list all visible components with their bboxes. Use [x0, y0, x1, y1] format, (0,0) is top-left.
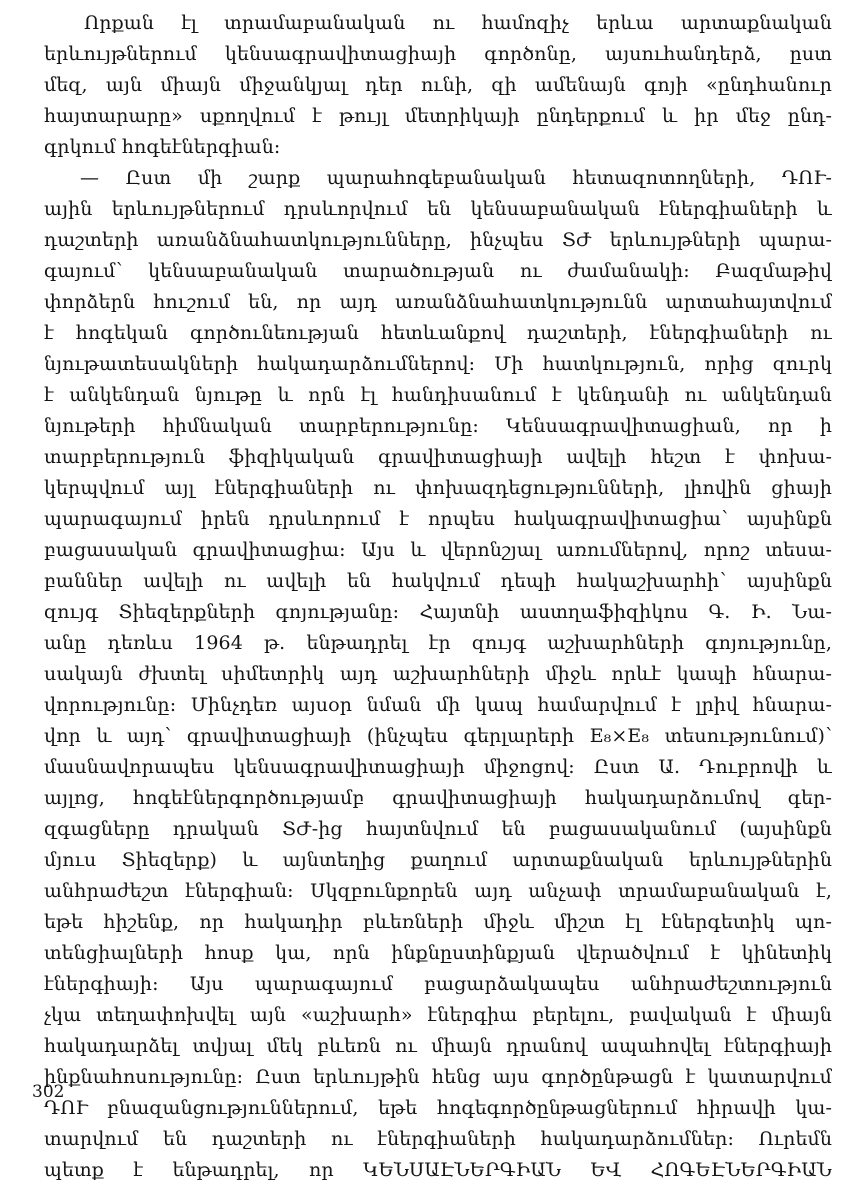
- text-line: տարվում են դաշտերի ու էներգիաների հակադարձումներ: Ուրեմն: [44, 1128, 832, 1150]
- text-line: անհրաժեշտ էներգիան: Սկզբունքորեն այդ անչափ տրամաբանական է,: [44, 880, 832, 902]
- text-line: բաններ ավելի ու ավելի են հակվում դեպի հակաշխարհի՝ այսինքն: [44, 570, 832, 592]
- text-line: նյութատեսակների հակադարձումներով: Մի հատկություն, որից զուրկ: [44, 353, 832, 375]
- text-line: Որքան էլ տրամաբանական ու համոզիչ երևա արտաքնական: [84, 12, 832, 34]
- text-line: պարագայում իրեն դրսևորում է որպես հակագրավիտացիա՝ այսինքն: [44, 508, 832, 530]
- text-line: գայում՝ կենսաբանական տարածության ու ժամանակի: Բազմաթիվ: [44, 260, 832, 282]
- text-line: չկա տեղափոխվել այն «աշխարհ» էներգիա բերելու, բավական է միայն: [44, 1004, 832, 1026]
- text-line: մյուս Տիեզերք) և այնտեղից քաղում արտաքնական երևույթներին: [44, 849, 832, 871]
- text-line: — Ըստ մի շարք պարահոգեբանական հետազոտողների, ԴՈՒ-: [80, 167, 832, 189]
- text-line: կերպվում այլ էներգիաների ու փոխազդեցությունների, լիովին ցիայի: [44, 477, 832, 499]
- text-line: այլոց, հոգեէներգործությամբ գրավիտացիայի հակադարձումով գեր-: [44, 787, 832, 809]
- text-line: հակադարձել տվյալ մեկ բևեռն ու միայն դրանով ապահովել էներգիայի: [44, 1035, 832, 1057]
- text-line: է հոգեկան գործունեության հետևանքով դաշտերի, էներգիաների ու: [44, 322, 832, 344]
- text-line: փորձերն հուշում են, որ այդ առանձնահատկությունն արտահայտվում: [44, 291, 832, 313]
- text-line: երևույթներում կենսագրավիտացիայի գործոնը, այսուհանդերձ, ըստ: [44, 43, 832, 65]
- text-line: անը դեռևս 1964 թ. ենթադրել էր զույգ աշխարհների գոյությունը,: [44, 632, 832, 654]
- text-line: պետք է ենթադրել, որ ԿԵՆՍԱԷՆԵՐԳԻԱՆ ԵՎ ՀՈԳԵԷՆԵՐԳԻԱՆ: [44, 1159, 832, 1181]
- text-line: մասնավորապես կենսագրավիտացիայի միջոցով: Ըստ Ա. Դուբրովի և: [44, 756, 832, 778]
- text-line: վորությունը: Մինչդեռ այսօր նման մի կապ համարվում է լրիվ հնարա-: [44, 694, 832, 716]
- text-line: զգացները դրական ՏԺ-ից հայտնվում են բացասականում (այսինքն: [44, 818, 832, 840]
- text-line: նյութերի հիմնական տարբերությունը: Կենսագրավիտացիան, որ ի: [44, 415, 832, 437]
- page-number: 302: [32, 1082, 65, 1102]
- text-line: հայտարարը» սքողվում է թույլ մետրիկայի ընդերքում և իր մեջ ընդ-: [44, 105, 832, 127]
- body-text: [44, 8, 832, 1186]
- text-line: եթե հիշենք, որ հակադիր բևեռների միջև միշտ էլ էներգետիկ պո-: [44, 911, 832, 933]
- text-line: գրկում հոգեէներգիան:: [44, 136, 281, 158]
- text-line: բացասական գրավիտացիա: Այս և վերոնշյալ առումներով, որոշ տեսա-: [44, 539, 832, 561]
- text-line: սակայն ժխտել սիմետրիկ այդ աշխարհների միջև որևէ կապի հնարա-: [44, 663, 832, 685]
- text-line: է անկենդան նյութը և որն էլ հանդիսանում է կենդանի ու անկենդան: [44, 384, 832, 406]
- text-line: ինքնահոսությունը: Ըստ երևույթին հենց այս գործընթացն է կատարվում: [44, 1066, 832, 1088]
- text-line: տենցիալների հոսք կա, որն ինքնըստինքյան վերածվում է կինետիկ: [44, 942, 832, 964]
- text-line: դաշտերի առանձնահատկությունները, ինչպես ՏԺ երևույթների պարա-: [44, 229, 832, 251]
- text-line: մեզ, այն միայն միջանկյալ դեր ունի, զի ամենայն գոյի «ընդհանուր: [44, 74, 832, 96]
- text-line: տարբերություն ֆիզիկական գրավիտացիայի ավելի հեշտ է փոխա-: [44, 446, 832, 468]
- text-line: ային երևույթներում դրսևորվում են կենսաբանական էներգիաների և: [44, 198, 832, 220]
- text-line: ԴՈՒ բնազանցություններում, եթե հոգեգործընթացներում հիրավի կա-: [44, 1097, 832, 1119]
- text-line: էներգիայի: Այս պարագայում բացարձակապես անհրաժեշտություն: [44, 973, 832, 995]
- document-page: [32, 8, 832, 1181]
- text-line: վոր և այդ՝ գրավիտացիայի (ինչպես գերլարերի E₈×E₈ տեսությունում)՝: [44, 725, 832, 747]
- text-line: զույգ Տիեզերքների գոյությանը: Հայտնի աստղաֆիզիկոս Գ. Ի. Նա-: [44, 601, 832, 623]
